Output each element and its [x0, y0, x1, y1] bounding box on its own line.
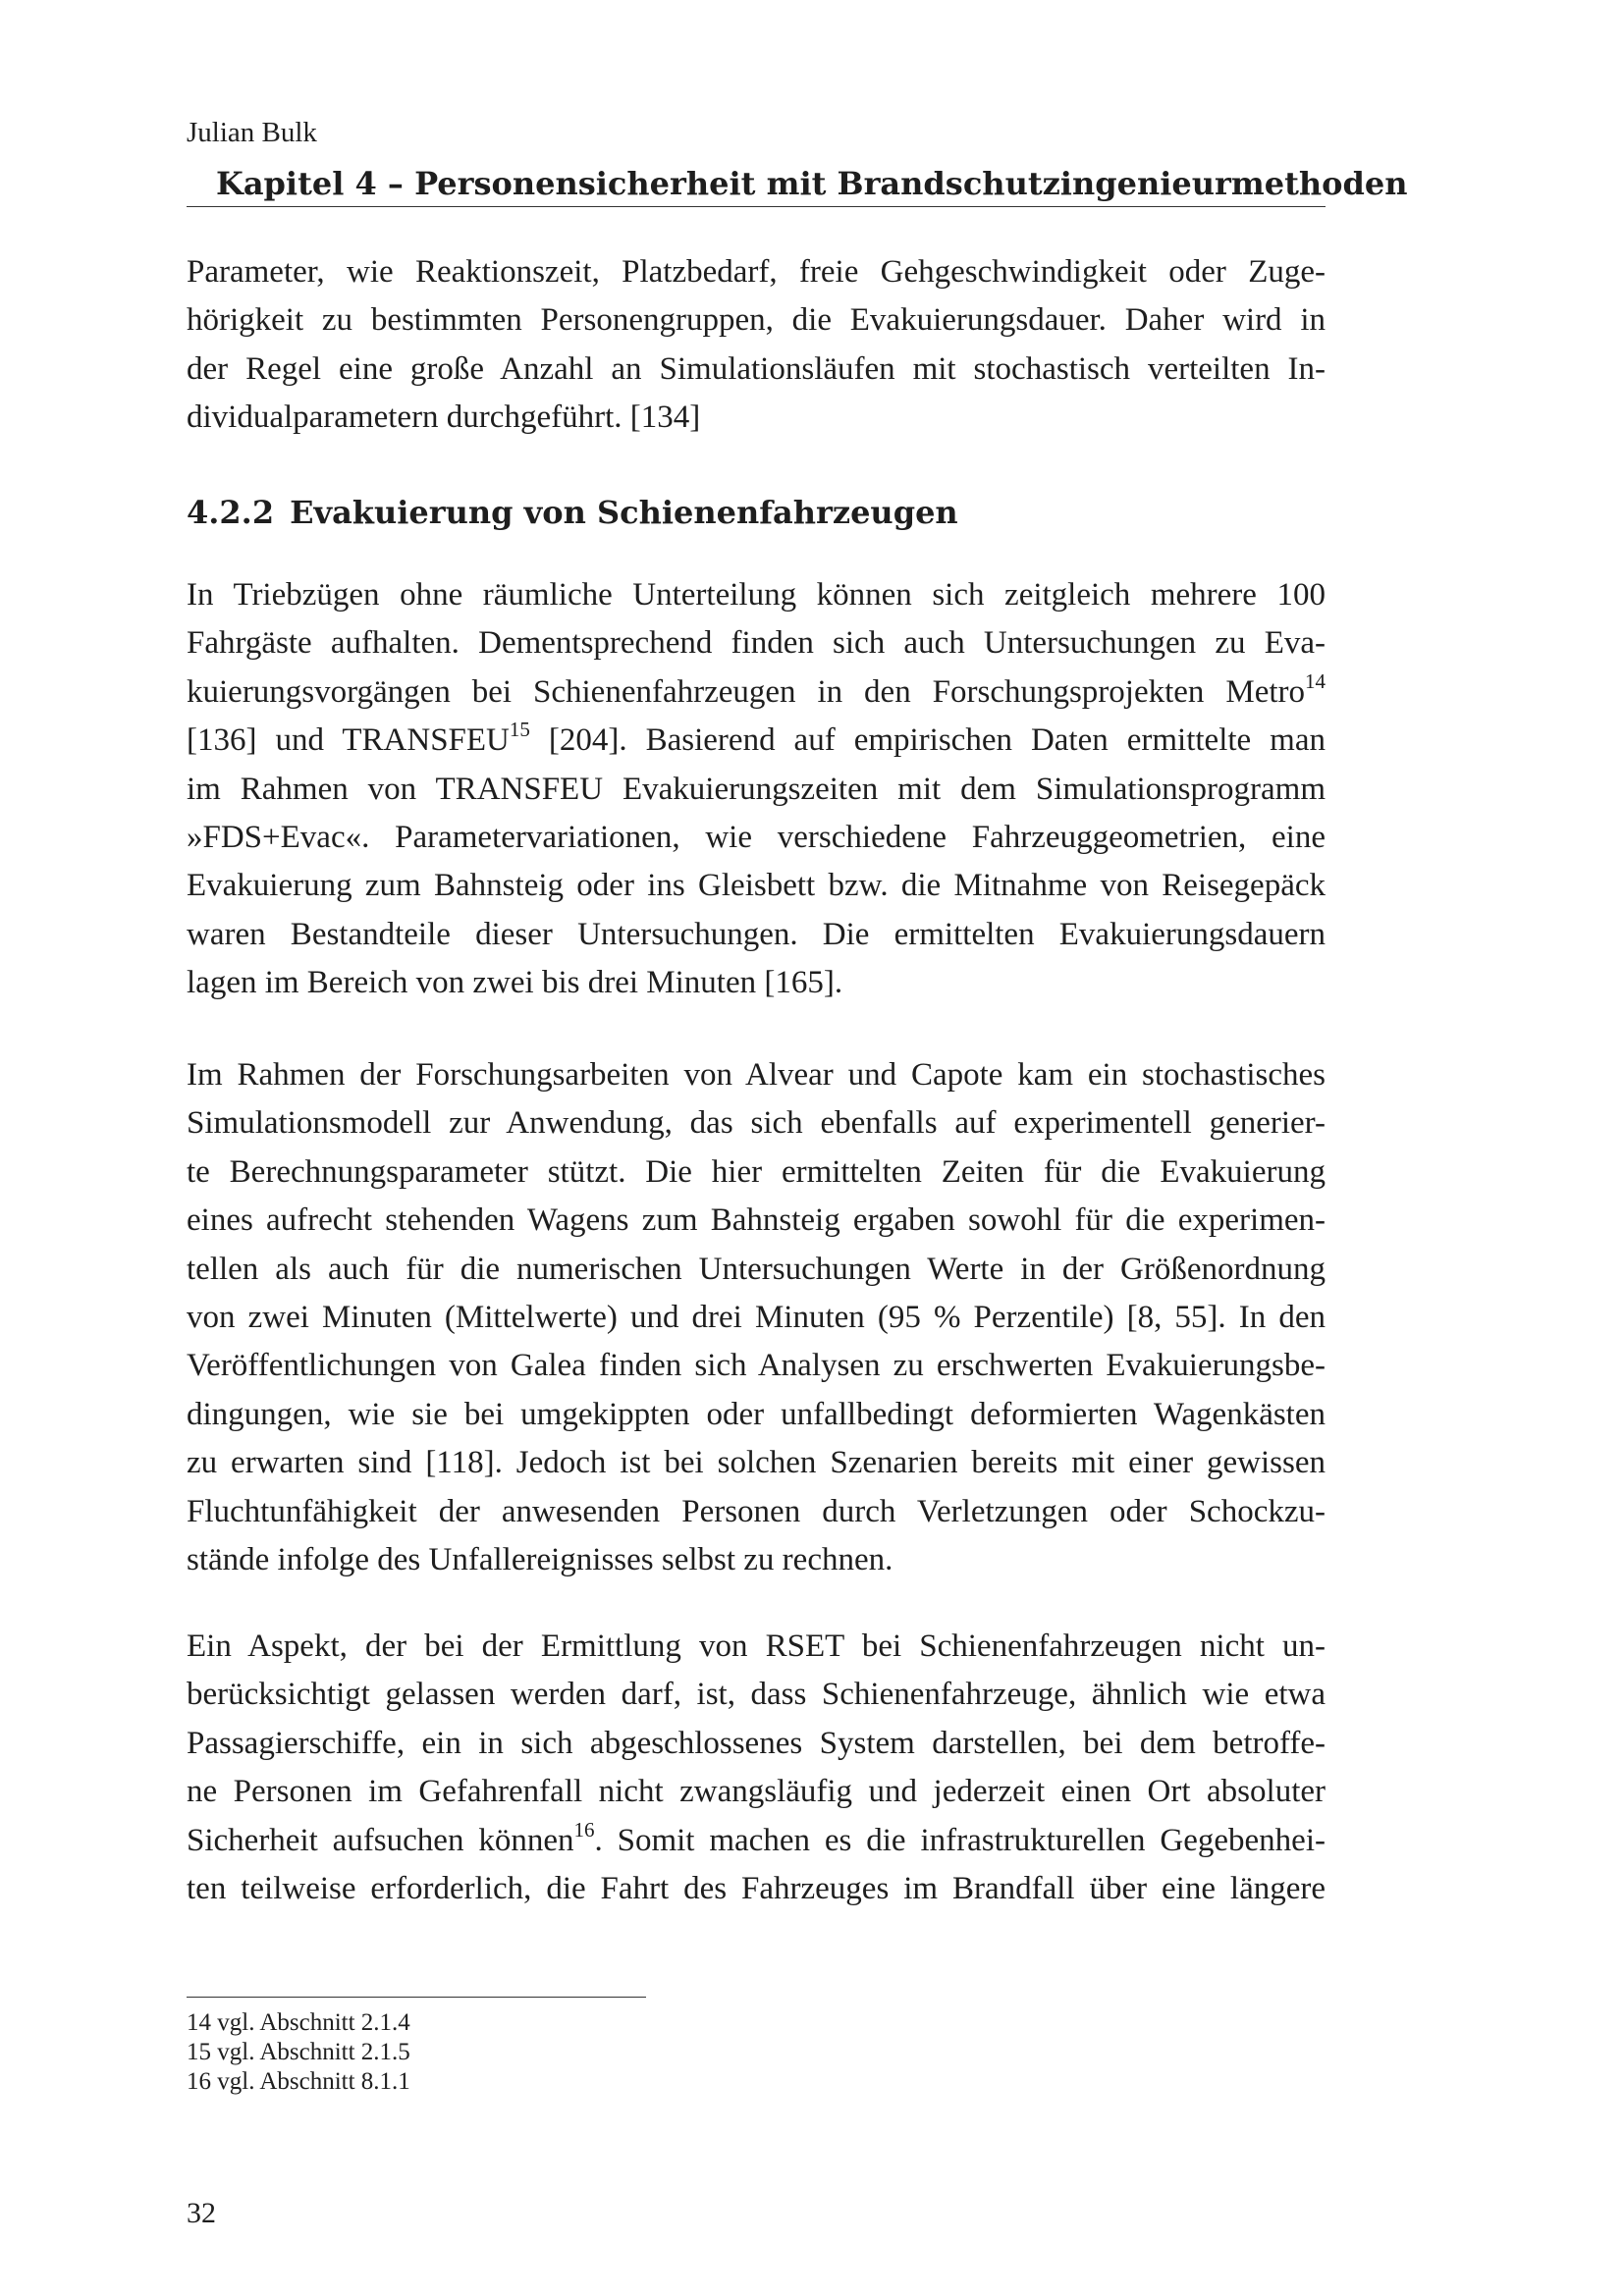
text-line: In Triebzügen ohne räumliche Unterteilung können sich zeitgleich mehrere 100 [187, 577, 1326, 613]
text-line: lagen im Bereich von zwei bis drei Minuten [165]. [187, 965, 843, 1001]
text-line [187, 1817, 1326, 1865]
text-segment: . Somit machen es die infrastrukturellen Gegebenhei- [594, 1822, 1326, 1858]
paragraph-alvear-capote [187, 1051, 1326, 1584]
text-line: eines aufrecht stehenden Wagens zum Bahnsteig ergaben sowohl für die experimen- [187, 1202, 1326, 1239]
text-line: berücksichtigt gelassen werden darf, ist, dass Schienenfahrzeuge, ähnlich wie etwa [187, 1677, 1326, 1713]
text-line: ten teilweise erforderlich, die Fahrt des Fahrzeuges im Brandfall über eine längere [187, 1870, 1326, 1906]
header-divider [187, 206, 1326, 207]
running-header-author: Julian Bulk [187, 117, 317, 148]
text-line: von zwei Minuten (Mittelwerte) und drei Minuten (95 % Perzentile) [8, 55]. In den [187, 1299, 1326, 1335]
footnote-15: 15 vgl. Abschnitt 2.1.5 [187, 2039, 410, 2065]
text-line: Veröffentlichungen von Galea finden sich Analysen zu erschwerten Evakuierungsbe- [187, 1348, 1326, 1384]
text-line: »FDS+Evac«. Parametervariationen, wie verschiedene Fahrzeuggeometrien, eine [187, 819, 1326, 855]
text-line: Fahrgäste aufhalten. Dementsprechend finden sich auch Untersuchungen zu Eva- [187, 625, 1326, 662]
text-line: ne Personen im Gefahrenfall nicht zwangsläufig und jederzeit einen Ort absoluter [187, 1774, 1326, 1810]
text-line: Parameter, wie Reaktionszeit, Platzbedarf, freie Gehgeschwindigkeit oder Zuge- [187, 254, 1326, 290]
footnote-16: 16 vgl. Abschnitt 8.1.1 [187, 2068, 410, 2095]
text-line: dividualparametern durchgeführt. [134] [187, 400, 701, 436]
footnote-ref-15: 15 [509, 718, 530, 742]
text-line: tellen als auch für die numerischen Untersuchungen Werte in der Größenordnung [187, 1251, 1326, 1287]
text-line [187, 668, 1326, 717]
section-heading [187, 493, 958, 532]
text-line: Evakuierung zum Bahnsteig oder ins Gleisbett bzw. die Mitnahme von Reisegepäck [187, 868, 1326, 904]
paragraph-trains [187, 571, 1326, 1008]
text-line: waren Bestandteile dieser Untersuchungen. Die ermittelten Evakuierungsdauern [187, 916, 1326, 952]
text-line: stände infolge des Unfallereignisses selbst zu rechnen. [187, 1541, 893, 1577]
footnote-ref-16: 16 [573, 1817, 595, 1842]
text-line: der Regel eine große Anzahl an Simulationsläufen mit stochastisch verteilten In- [187, 350, 1326, 387]
footnote-14: 14 vgl. Abschnitt 2.1.4 [187, 2009, 410, 2036]
text-segment: kuierungsvorgängen bei Schienenfahrzeugen in den Forschungsprojekten Metro [187, 673, 1305, 710]
page-number: 32 [187, 2197, 216, 2229]
text-line: zu erwarten sind [118]. Jedoch ist bei solchen Szenarien bereits mit einer gewissen [187, 1445, 1326, 1481]
section-number: 4.2.2 [187, 494, 275, 531]
text-segment: Sicherheit aufsuchen können [187, 1822, 574, 1858]
paragraph-rset [187, 1623, 1326, 1913]
footnotes [187, 2008, 410, 2097]
running-header-chapter: Kapitel 4 – Personensicherheit mit Brandschutzingenieurmethoden [216, 165, 1408, 202]
text-line: hörigkeit zu bestimmten Personengruppen, die Evakuierungsdauer. Daher wird in [187, 302, 1326, 339]
section-title: Evakuierung von Schienenfahrzeugen [290, 494, 958, 531]
paragraph-intro-continuation [187, 248, 1326, 443]
text-line: te Berechnungsparameter stützt. Die hier ermittelten Zeiten für die Evakuierung [187, 1153, 1326, 1190]
text-line: Ein Aspekt, der bei der Ermittlung von RSET bei Schienenfahrzeugen nicht un- [187, 1629, 1326, 1664]
text-line: Im Rahmen der Forschungsarbeiten von Alvear und Capote kam ein stochastisches [187, 1057, 1326, 1093]
text-line: Passagierschiffe, ein in sich abgeschlossenes System darstellen, bei dem betroffe- [187, 1725, 1326, 1761]
text-line [187, 717, 1326, 765]
footnote-divider [187, 1997, 646, 1998]
text-line: Fluchtunfähigkeit der anwesenden Personen durch Verletzungen oder Schockzu- [187, 1493, 1326, 1529]
text-line: im Rahmen von TRANSFEU Evakuierungszeiten mit dem Simulationsprogramm [187, 771, 1326, 807]
text-segment: [204]. Basierend auf empirischen Daten ermittelte man [529, 722, 1326, 759]
text-line: Simulationsmodell zur Anwendung, das sich ebenfalls auf experimentell generier- [187, 1105, 1326, 1142]
footnote-ref-14: 14 [1305, 668, 1326, 693]
text-segment: [136] und TRANSFEU [187, 722, 510, 759]
text-line: dingungen, wie sie bei umgekippten oder unfallbedingt deformierten Wagenkästen [187, 1396, 1326, 1432]
